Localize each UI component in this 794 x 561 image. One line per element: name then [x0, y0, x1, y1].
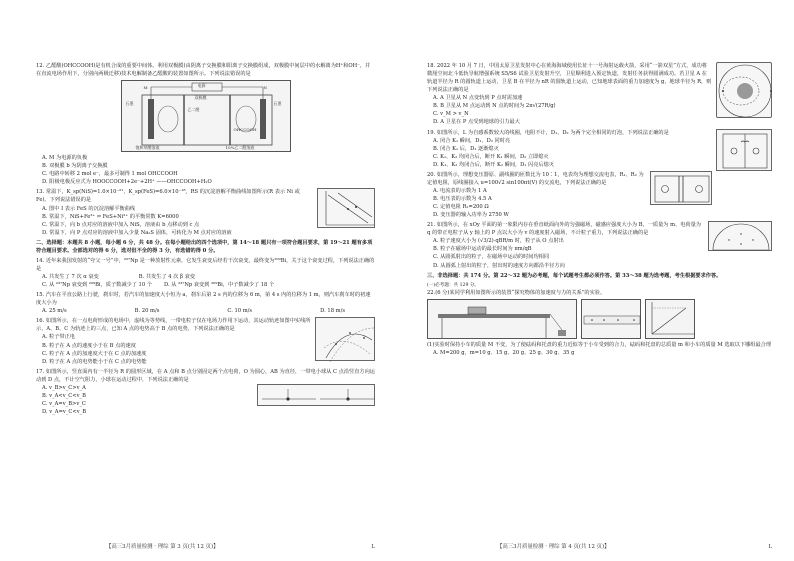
question-18 — [427, 62, 772, 127]
question-22 — [427, 289, 772, 357]
q12-option-c: C. 电路中转移 2 mol e⁻，最多可制得 1 mol OHCCOOH — [42, 171, 178, 178]
solubility-graph-svg — [318, 189, 376, 229]
q13-option-d: D. 常温下，向 P 点对应的溶液中加入少量 Na₂S 固体，可转化为 M 点对应的溶液 — [42, 229, 232, 236]
question-15-stem: 15. 汽车在平直公路上行驶，刹车时，若汽车的加速度大小恒为 a，刹车后第 2 s 内的位移为 6 m，第 4 s 内的位移为 1 m，则汽车刹车时的初速度大小为 — [36, 292, 371, 307]
q20-option-c: C. 定值电阻 R₂=200 Ω — [433, 204, 489, 211]
q14-options-row-2 — [36, 281, 375, 289]
q14-option-a: A. 共发生了 7 次 α 衰变 — [42, 274, 99, 280]
question-13-stem: 13. 常温下，K_sp(NiS)=1.0×10⁻²¹，K_sp(FeS)=6.0×10⁻¹⁸，RS 的沉淀溶解平衡曲线如图所示(R 表示 Ni 或 Fe)。下列说法错误的是 — [36, 189, 300, 204]
left-footer — [36, 543, 375, 551]
electrolysis-figure — [121, 80, 291, 152]
inductor-circuit-figure — [716, 129, 772, 171]
question-20-stem: 20. 如图所示，理想变压器原、副线圈的匝数比为 10∶1，电表均为理想交流电表，R₁、R₂ 为定值电阻，原线圈接入 u=100√2 sin100πt(V) 的交流电，下列说法正确的是 — [427, 171, 644, 186]
label-solution: 10%乙二醛溶液 — [225, 145, 255, 151]
q19-option-c: C. K₁、K₂ 均闭合后，断开 K₁ 瞬间，D₂ 立即熄灭 — [433, 153, 549, 160]
q21-option-d: D. 从圆弧上射出的粒子，射出时的速度方向都沿半径方向 — [433, 262, 565, 269]
question-12 — [36, 62, 375, 186]
label-bipolar: 双极膜 — [194, 95, 207, 101]
cart-apparatus-svg — [428, 300, 578, 340]
q18-option-d: D. A 卫星在 P 点受到地球的引力最大 — [433, 119, 520, 126]
magnetic-field-figure — [708, 221, 772, 251]
q13-option-a: A. 图中 I 表示 FeS 的沉淀溶解平衡曲线 — [42, 205, 136, 212]
q14-option-d: D. 从 ²³⁷Np 衰变到 ²⁰⁹Bi，中子数减少了 18 个 — [164, 282, 275, 289]
question-22-stem: 22.(6 分)某同学利用如图所示的装置“探究物体的加速度与力的关系”的实验。 — [427, 289, 606, 296]
q19-option-d: D. K₁、K₂ 均闭合后，断开 K₂ 瞬间，D₁ 闪亮后熄灭 — [433, 161, 554, 168]
q15-options — [36, 307, 375, 315]
q12-option-b: B. 双极膜 b 为阴离子交换膜 — [42, 163, 108, 170]
required-subsection: (一)必考题：共 129 分。 — [427, 282, 480, 288]
q14-option-c: C. 从 ²³⁷Np 衰变到 ²⁰⁹Bi，质子数减少了 10 个 — [42, 282, 152, 289]
label-glyoxal: 乙二醛 — [187, 107, 200, 113]
a-f-graph — [645, 299, 695, 339]
q14-option-b: B. 共发生了 4 次 β 衰变 — [138, 274, 196, 280]
magnetic-field-svg — [709, 222, 773, 252]
transformer-figure — [650, 171, 712, 205]
q20-option-b: B. 电压表的示数为 4.5 A — [433, 196, 492, 202]
question-17-stem: 17. 如图所示，竖直面内有一半径为 R 的圆形区域，在 A 点和 B 点分别固定两个点电荷，O 为圆心，AB 为直径，一带电小球从 C 点沿竖直方向运动到 D 点，不计空气阻力，小球在运动过程中，下列说法正确的是 — [36, 368, 375, 383]
q17-option-a: A. v_B>v_C>v_A — [42, 384, 86, 391]
q15-option-c: C. 10 m/s — [227, 308, 253, 315]
q22-part-1: (1)实验时保持小车的质量 M 不变，为了使砝码和托盘的重力近似等于小车受到的合力，砝码和托盘的总质量 m 和小车的质量 M 选取以下哪组最合理 — [427, 341, 772, 348]
q19-option-a: A. 闭合 K₁ 瞬间，D₁、D₂ 同时亮 — [433, 137, 511, 144]
question-16 — [36, 317, 375, 365]
question-16-stem: 16. 如图所示，在一点电荷形成的电场中，虚线为等势线，一带电粒子仅在电场力作用下运动，其运动轨迹如图中实线所示，A、B、C 为轨迹上的三点，已知 A 点的电势高于 B 点的电势，下列说法正确的是 — [36, 318, 311, 333]
label-power: 电源 — [197, 83, 206, 89]
label-graphite-left: 石墨 — [125, 101, 134, 107]
q20-option-d: D. 变压器的输入功率为 2750 W — [433, 212, 509, 219]
q16-option-a: A. 粒子带正电 — [42, 334, 75, 341]
q21-option-b: B. 粒子在磁场中运动的最长时间为 πm/qB — [433, 246, 532, 253]
left-footer-mark: L — [371, 543, 375, 550]
q17-option-d: D. v_A=v_C<v_B — [42, 409, 87, 415]
right-footer-mark: L — [768, 543, 772, 550]
q22-figures — [427, 299, 772, 339]
label-ohccooh: OHCCOOH — [233, 127, 257, 133]
q14-options-row-1 — [36, 273, 375, 281]
q16-option-d: D. 粒子在 A 点的电势能小于在 C 点的电势能 — [42, 358, 147, 365]
right-footer-text: 【高三3月质量检测 · 理综 第 4 页(共 12 页)】 — [497, 543, 610, 550]
q12-option-a: A. M 为电源的负极 — [42, 155, 88, 162]
charges-figure — [257, 384, 375, 406]
q22-option-a: A. M=200 g，m=10 g、15 g、20 g、25 g、30 g、35 g — [433, 349, 575, 356]
q17-option-c: C. v_A=v_B>v_C — [42, 400, 86, 407]
q13-option-c: C. 常温下，向 b 点对应的溶液中加入 NiS，溶液由 b 点移动到 c 点 — [42, 221, 200, 228]
q15-option-b: B. 20 m/s — [134, 308, 160, 315]
solubility-graph — [317, 188, 375, 228]
question-14-stem: 14. 近年来我国发射的“夸父一号”中，²³⁷Np 是一种放射性元素，它发生衰变后经若干次衰变，最终变为²⁰⁹Bi，关于这个衰变过程，下列说法正确的是 — [36, 257, 375, 272]
cart-apparatus-figure — [427, 299, 577, 339]
label-m: M — [143, 85, 148, 91]
q15-option-a: A. 25 m/s — [42, 308, 67, 315]
tape-svg — [582, 300, 642, 340]
q18-option-c: C. v_M > v_N — [433, 111, 469, 118]
field-lines-svg — [316, 318, 376, 362]
q12-option-d: D. 阳极电极反应式为 HOOCCOOH+2e⁻+2H⁺ ——OHCCOOH+H₂O — [42, 179, 212, 186]
q18-option-a: A. A 卫星从 N 点变轨到 P 点时需加速 — [433, 95, 523, 102]
q19-option-b: B. 闭合 K₁ 后，D₁ 逐渐熄灭 — [433, 145, 499, 152]
a-f-graph-svg — [646, 300, 696, 340]
q15-option-d: D. 18 m/s — [320, 308, 345, 315]
q21-option-a: A. 粒子速度大小为 (√3/2)·qBR/m 时，粒子从 O 点射出 — [433, 238, 564, 245]
transformer-svg — [651, 172, 713, 206]
label-graphite-right: 石墨 — [273, 101, 282, 107]
q20-option-a: A. 电流表的示数为 1 A — [433, 187, 487, 194]
q18-option-b: B. B 卫星从 M 点运动到 N 点的时间为 2π√(27R/g) — [433, 103, 556, 110]
question-12-stem: 12. 乙醛酸(OHCCOOH)是有机合成的重要中间体。利用双极膜(由阴离子交换膜和阳离子交换膜组成，双极膜中间层中的水解离为H⁺和OH⁻，并在直流电场作用下，分别向两极迁移)技术电解制备乙醛酸的装置如图所示。下列说法错误的是 — [36, 63, 371, 78]
tape-figure — [581, 299, 641, 339]
question-21 — [427, 221, 772, 269]
label-n: N — [263, 85, 267, 91]
question-21-stem: 21. 如图所示，在 xOy 平面的第一象限内存在垂直纸面向外的匀强磁场，磁感应强度大小为 B，一质量为 m、电荷量为 q 的带正电粒子从 y 轴上的 P 点以大小为 v 的速度射入磁场，不计粒子重力，下列说法正确的是 — [427, 222, 701, 237]
right-page — [397, 0, 794, 561]
question-20 — [427, 171, 772, 219]
question-14 — [36, 257, 375, 289]
question-19 — [427, 129, 772, 169]
q13-option-b: B. 常温下，NiS+Fe²⁺ ⇌ FeS+Ni²⁺ 的平衡常数 K=6000 — [42, 213, 179, 220]
question-17 — [36, 368, 375, 416]
question-15 — [36, 291, 375, 315]
label-oxalic: 饱和草酸溶液 — [135, 145, 160, 151]
q17-option-b: B. v_A<v_C<v_B — [42, 392, 86, 399]
q16-option-c: C. 粒子在 A 点的加速度大于在 C 点的加速度 — [42, 350, 147, 357]
question-19-stem: 19. 如图所示，L 为自感系数较大的线圈，电阻不计，D₁、D₂ 为两个完全相同的灯泡，下列说法正确的是 — [427, 129, 669, 136]
field-lines-figure — [315, 317, 375, 361]
section-3-heading: 三、非选择题：共 174 分。第 22～32 题为必考题，每个试题考生都必须作答。第 33～38 题为选考题，考生根据要求作答。 — [427, 272, 722, 279]
question-18-stem: 18. 2022 年 10 月 7 日，中国太原卫星发射中心在黄海海域使用长征十一号海射运载火箭，采用“一箭双星”方式，成功将微厘空间北斗低轨导航增强系统 S5/S6 试验卫星发射升空，卫星顺利进入预定轨道，发射任务获得圆满成功。若卫星 A 在轨道半径为 R 的圆轨道上运动，卫星 B 在半径为 nR 的圆轨道上运动，已知地球表面的重力加速度为 g，地球半径为 R，则下列说法正确的是 — [427, 63, 712, 94]
charges-svg — [258, 385, 376, 407]
orbit-figure — [716, 62, 772, 118]
section-2-heading: 二、选择题：本题共 8 小题，每小题 6 分，共 48 分。在每小题给出的四个选项中，第 14～18 题只有一项符合题目要求，第 19～21 题有多项符合题目要求。全部选对的得 6 分，选对但不全的得 3 分，有选错的得 0 分。 — [36, 239, 373, 254]
electrolysis-diagram-svg — [122, 81, 292, 153]
left-footer-text: 【高三3月质量检测 · 理综 第 3 页(共 12 页)】 — [106, 543, 219, 550]
orbit-svg — [717, 63, 773, 119]
q16-option-b: B. 粒子在 A 点的速度小于在 B 点的速度 — [42, 342, 136, 349]
q21-option-c: C. 从圆弧射出的粒子，在磁场中运动的时间均相同 — [433, 254, 550, 261]
question-13 — [36, 188, 375, 236]
right-footer — [427, 543, 772, 551]
inductor-circuit-svg — [717, 130, 773, 172]
